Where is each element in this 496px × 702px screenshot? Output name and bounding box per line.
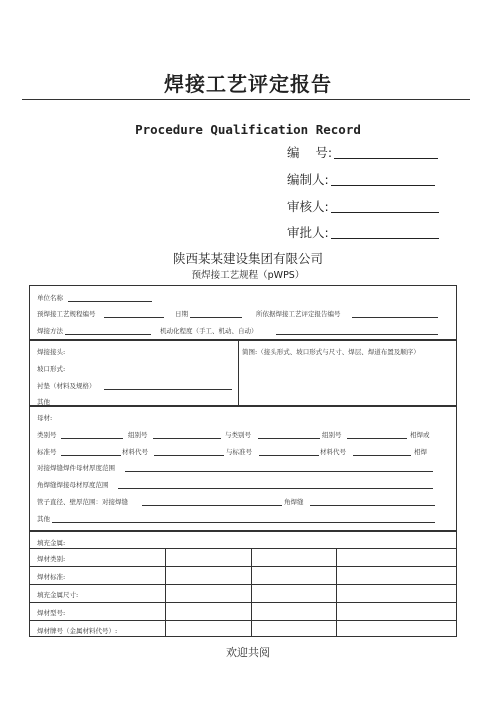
with-group-field[interactable] bbox=[347, 438, 407, 439]
title-rule bbox=[22, 99, 470, 100]
with-standard-label: 与标准号 bbox=[226, 448, 252, 456]
base-other-label: 其他 bbox=[37, 515, 50, 523]
filler-rule-5 bbox=[30, 620, 456, 621]
approver-label: 审批人: bbox=[287, 225, 329, 240]
filler-model-label: 焊材型号: bbox=[37, 609, 66, 617]
standard-field[interactable] bbox=[61, 455, 121, 456]
number-row bbox=[287, 145, 438, 161]
pipe-fillet-field[interactable] bbox=[310, 505, 435, 506]
groove-label: 坡口形式: bbox=[37, 365, 66, 373]
mechanization-field[interactable] bbox=[276, 334, 438, 335]
filler-type-label: 焊材类别: bbox=[37, 555, 66, 563]
pipe-fillet-label: 角焊缝 bbox=[284, 498, 304, 506]
weld-label: 相焊 bbox=[414, 448, 427, 456]
filler-rule-1 bbox=[30, 548, 456, 549]
filler-rule-2 bbox=[30, 566, 456, 567]
document-subtitle: Procedure Qualification Record bbox=[135, 122, 361, 137]
reviewer-label: 审核人: bbox=[287, 199, 329, 214]
filler-rule-4 bbox=[30, 602, 456, 603]
pipe-range-label: 管子直径、壁厚范围：对接焊缝 bbox=[37, 498, 128, 506]
fillet-range-field[interactable] bbox=[118, 488, 433, 489]
method-field[interactable] bbox=[65, 334, 151, 335]
groove-range-label: 对接焊缝焊件母材厚度范围 bbox=[37, 464, 115, 472]
with-category-label: 与类别号 bbox=[225, 431, 251, 439]
reviewer-field[interactable] bbox=[331, 212, 439, 213]
material-code-label: 材料代号 bbox=[122, 448, 148, 456]
date-field[interactable] bbox=[190, 317, 242, 318]
filler-size-label: 填充金属尺寸: bbox=[37, 591, 79, 599]
number-label: 编 号: bbox=[287, 145, 333, 160]
weld-or-label: 相焊或 bbox=[410, 431, 430, 439]
sketch-label: 简图:（接头形式、坡口形式与尺寸、焊层、焊道布置及顺序） bbox=[242, 348, 420, 356]
group-label: 组别号 bbox=[128, 431, 148, 439]
joint-divider bbox=[238, 341, 239, 405]
category-field[interactable] bbox=[61, 438, 123, 439]
unit-name-field[interactable] bbox=[68, 301, 152, 302]
pqr-number-field[interactable] bbox=[352, 317, 438, 318]
with-material-code-field[interactable] bbox=[353, 455, 411, 456]
approver-field[interactable] bbox=[331, 238, 439, 239]
filler-col-1 bbox=[165, 548, 166, 636]
backing-label: 衬垫（材料及规格） bbox=[37, 382, 96, 390]
backing-field[interactable] bbox=[104, 389, 232, 390]
with-material-code-label: 材料代号 bbox=[320, 448, 346, 456]
fillet-range-label: 角焊缝焊接母材厚度范围 bbox=[37, 481, 109, 489]
with-category-field[interactable] bbox=[258, 438, 320, 439]
base-other-field[interactable] bbox=[52, 522, 435, 523]
standard-label: 标准号 bbox=[37, 448, 57, 456]
base-metal-heading: 母材: bbox=[37, 414, 53, 422]
filler-col-2 bbox=[251, 548, 252, 636]
pqr-number-label: 所依据焊接工艺评定报告编号 bbox=[256, 310, 341, 318]
with-group-label: 组别号 bbox=[322, 431, 342, 439]
groove-range-field[interactable] bbox=[125, 471, 433, 472]
editor-row bbox=[287, 172, 435, 188]
with-standard-field[interactable] bbox=[259, 455, 319, 456]
joint-other-label: 其他 bbox=[37, 398, 50, 406]
wps-number-field[interactable] bbox=[104, 317, 164, 318]
wps-title: 预焊接工艺规程（pWPS） bbox=[191, 270, 305, 281]
filler-rule-3 bbox=[30, 584, 456, 585]
joint-section bbox=[29, 340, 457, 406]
approver-row bbox=[287, 225, 439, 241]
unit-name-label: 单位名称 bbox=[37, 294, 63, 302]
pipe-butt-field[interactable] bbox=[142, 505, 282, 506]
material-code-field[interactable] bbox=[154, 455, 224, 456]
number-field[interactable] bbox=[334, 158, 438, 159]
company-name: 陕西某某建设集团有限公司 bbox=[172, 251, 323, 266]
wps-number-label: 预焊接工艺规程编号 bbox=[37, 310, 96, 318]
category-label: 类别号 bbox=[37, 431, 57, 439]
reviewer-row bbox=[287, 199, 439, 215]
editor-label: 编制人: bbox=[287, 172, 329, 187]
document-title: 焊接工艺评定报告 bbox=[164, 72, 332, 96]
joint-label: 焊接接头: bbox=[37, 348, 66, 356]
method-label: 焊接方法 bbox=[37, 327, 63, 335]
filler-brand-label: 焊材牌号（金属材料代号）: bbox=[37, 627, 118, 635]
filler-metal-section bbox=[29, 531, 457, 637]
footer-text: 欢迎共阅 bbox=[226, 646, 270, 659]
filler-col-3 bbox=[336, 548, 337, 636]
base-metal-section bbox=[29, 406, 457, 531]
date-label: 日期 bbox=[175, 310, 188, 318]
mechanization-label: 机动化程度（手工、机动、自动） bbox=[160, 327, 258, 335]
editor-field[interactable] bbox=[331, 185, 435, 186]
group-field[interactable] bbox=[153, 438, 221, 439]
filler-heading: 填充金属: bbox=[37, 539, 66, 547]
general-info-section bbox=[29, 285, 457, 340]
filler-standard-label: 焊材标准: bbox=[37, 573, 66, 581]
